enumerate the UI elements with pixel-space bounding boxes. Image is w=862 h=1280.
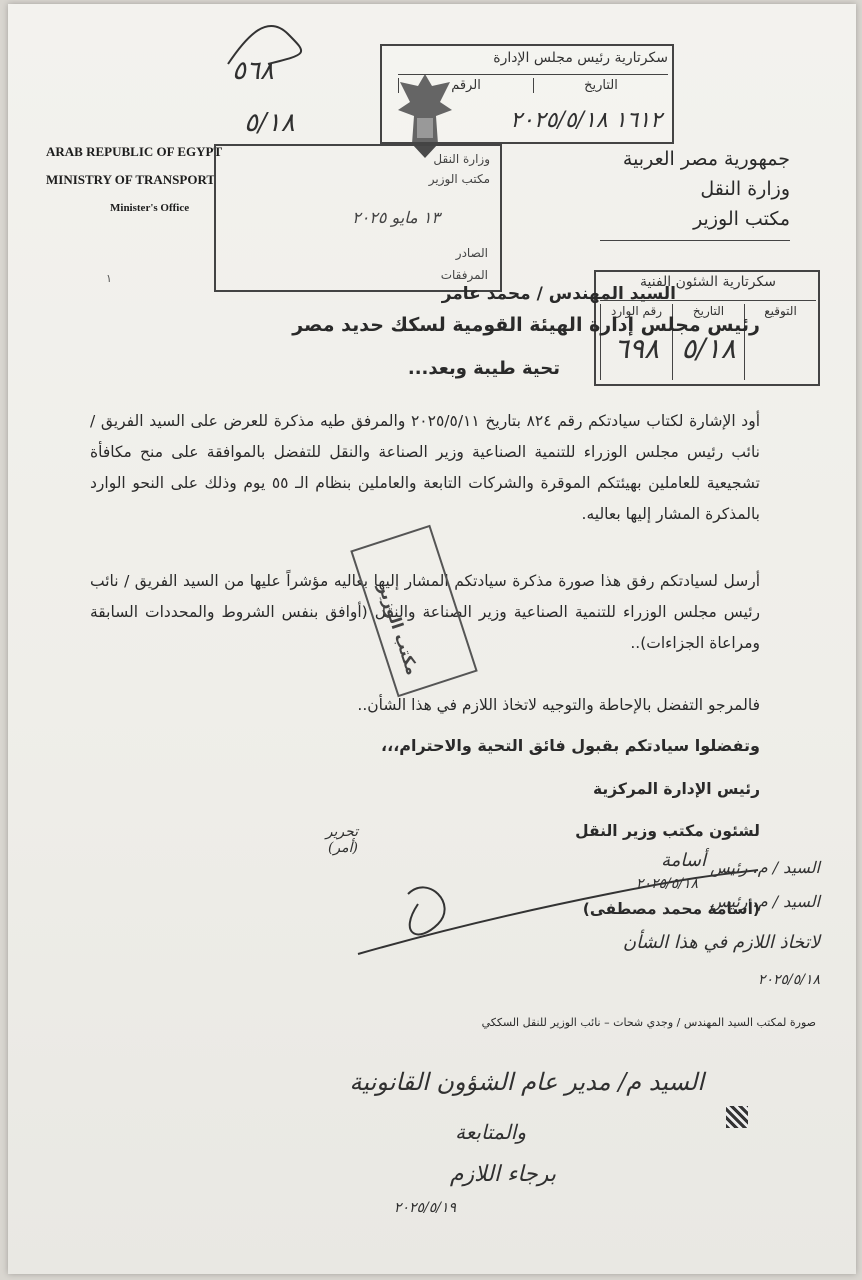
letterhead-ministry-ar: وزارة النقل <box>700 178 790 200</box>
received-stamp-title: سكرتارية الشئون الفنية <box>600 274 816 301</box>
header-divider <box>600 240 790 241</box>
secretariat-stamp-title: سكرتارية رئيس مجلس الإدارة <box>398 50 668 75</box>
stamp-col-number: الرقم <box>398 78 533 93</box>
diagonal-stamp-text: مكتب الوزير <box>374 581 423 678</box>
ministry-outgoing-stamp <box>214 144 502 292</box>
secretariat-stamp <box>380 44 674 144</box>
mid-stamp-attachments: المرفقات <box>440 268 488 282</box>
signatory-title-1: رئيس الإدارة المركزية <box>592 780 760 798</box>
handwritten-number: ٥٦٨ <box>232 56 274 86</box>
document-page <box>8 4 856 1274</box>
paragraph-2: أرسل لسيادتكم رفق هذا صورة مذكرة سيادتكم المشار إليها بعاليه مؤشراً عليها من السيد الفريق / نائب رئيس مجلس الوزراء للتنمية الصناعية وزير الصناعة والنقل (أوافق بنفس الشروط والمحددات السابقة ومراعاة الجزاءات).. <box>90 572 760 652</box>
handwritten-line-1: السيد / م. رئيس <box>710 858 820 877</box>
handwritten-signature-stroke <box>348 864 768 964</box>
mid-stamp-line2: مكتب الوزير <box>428 172 490 186</box>
letterhead-country: ARAB REPUBLIC OF EGYPT <box>46 144 223 159</box>
secretariat-stamp-values: ١٦١٢ ٢٠٢٥/٥/١٨ <box>510 108 662 133</box>
bottom-handwritten-date: ٢٠٢٥/٥/١٩ <box>393 1200 456 1216</box>
received-col-date-label: التاريخ <box>692 304 725 318</box>
closing-line: وتفضلوا سيادتكم بقبول فائق التحية والاحترام،،، <box>381 736 760 755</box>
signatory-signature: أسامة <box>661 850 706 871</box>
margin-mark: ١ <box>106 272 112 285</box>
secretariat-stamp-cells <box>398 78 668 93</box>
letterhead-office-ar: مكتب الوزير <box>693 208 790 230</box>
copy-note: صورة لمكتب السيد المهندس / وجدي شحات – نائب الوزير للنقل السككي <box>481 1016 816 1029</box>
handwritten-scribble <box>208 14 318 74</box>
greeting: تحية طيبة وبعد... <box>407 358 560 379</box>
received-date-value: ٥/١٨ <box>681 332 736 365</box>
handwritten-date-right: ٢٠٢٥/٥/١٨ <box>757 972 820 988</box>
signatory-name: (أسامة محمد مصطفى) <box>582 900 760 918</box>
received-number-value: ٦٩٨ <box>613 332 660 365</box>
addressee-title: رئيس مجلس إدارة الهيئة القومية لسكك حديد مصر <box>292 314 760 336</box>
handwritten-date: ٥/١٨ <box>244 108 295 138</box>
qr-code-icon <box>726 1106 748 1128</box>
handwritten-margin-note: تحرير (أمر) <box>325 824 358 856</box>
handwritten-line-3: لاتخاذ اللازم في هذا الشأن <box>622 932 820 953</box>
paragraph-3: فالمرجو التفضل بالإحاطة والتوجيه لاتخاذ اللازم في هذا الشأن.. <box>357 696 760 714</box>
addressee-name: السيد المهندس / محمد عامر <box>441 284 676 304</box>
handwritten-line-2: السيد / م. رئيس <box>710 892 820 911</box>
stamp-col-date: التاريخ <box>533 78 668 93</box>
signatory-title-2: لشئون مكتب وزير النقل <box>575 822 760 840</box>
bottom-handwritten-line-2: والمتابعة <box>455 1120 526 1144</box>
letterhead-country-ar: جمهورية مصر العربية <box>622 148 790 170</box>
letterhead-ministry: MINISTRY OF TRANSPORT <box>46 172 216 187</box>
paragraph-1: أود الإشارة لكتاب سيادتكم رقم ٨٢٤ بتاريخ ٢٠٢٥/٥/١١ والمرفق طيه مذكرة للعرض على السيد الفريق / نائب رئيس مجلس الوزراء للتنمية الصناعية وزير الصناعة والنقل للتفضل بالموافقة على منح مكافأة تشجيعية للعاملين بهيئتكم الموقرة والشركات التابعة والعاملين بنظام الـ ٥٥ يوم وذلك على النحو الوارد بالمذكرة المشار إليها بعاليه. <box>90 412 761 523</box>
arabic-letterhead <box>530 144 790 241</box>
bottom-handwritten-line-3: برجاء اللازم <box>449 1162 556 1187</box>
mid-stamp-issuer: الصادر <box>455 246 488 260</box>
signatory-date: ٢٠٢٥/٥/١٨ <box>635 876 698 892</box>
bottom-handwritten-line-1: السيد م/ مدير عام الشؤون القانونية <box>349 1068 704 1096</box>
received-col-number-label: رقم الوارد <box>611 304 662 318</box>
letterhead-office: Minister's Office <box>110 202 190 214</box>
mid-stamp-line1: وزارة النقل <box>433 152 490 166</box>
received-col-signature-label: التوقيع <box>764 304 797 318</box>
mid-stamp-date: ١٣ مايو ٢٠٢٥ <box>352 208 440 227</box>
